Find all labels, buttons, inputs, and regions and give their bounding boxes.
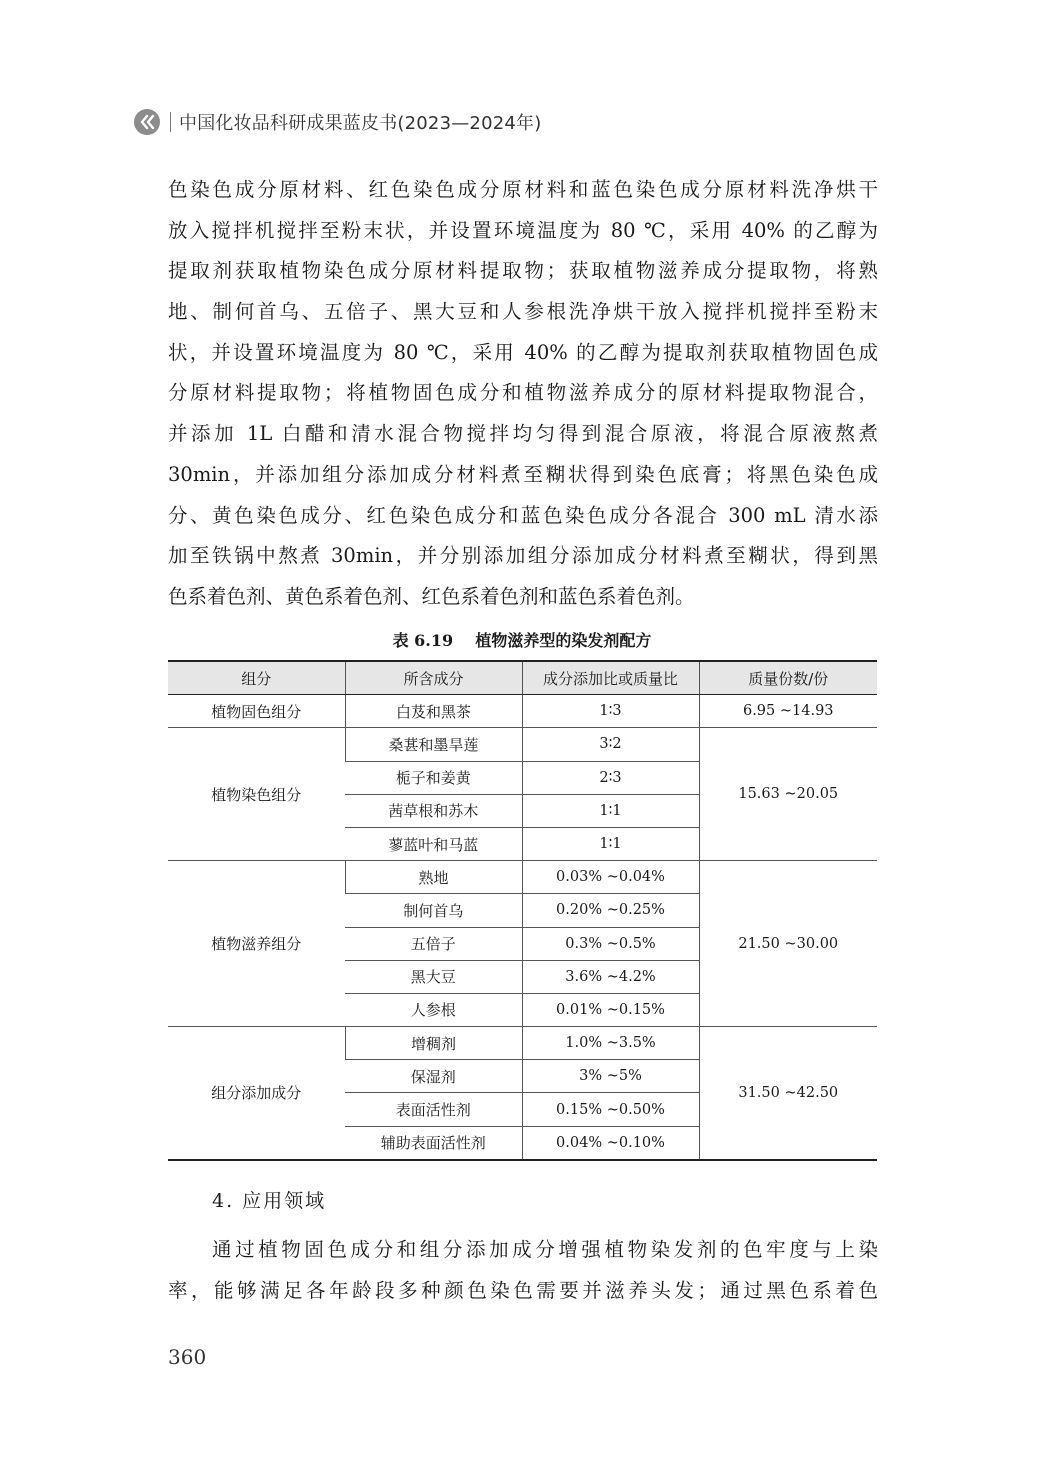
ingredient-cell: 增稠剂 [345, 1027, 522, 1060]
table-caption [168, 628, 876, 651]
text-line: 色染色成分原材料、红色染色成分原材料和蓝色染色成分原材料洗净烘干 [168, 178, 878, 201]
header-divider [170, 112, 171, 132]
text-line: 分原材料提取物；将植物固色成分和植物滋养成分的原材料提取物混合， [168, 381, 878, 405]
parts-cell: 15.63 ~20.05 [699, 728, 877, 861]
ingredient-cell: 黑大豆 [345, 960, 522, 993]
text-line: 率，能够满足各年龄段多种颜色染色需要并滋养头发；通过黑色系着色 [168, 1278, 878, 1302]
ingredient-cell: 制何首乌 [345, 894, 522, 927]
text-line: 地、制何首乌、五倍子、黑大豆和人参根洗净烘干放入搅拌机搅拌至粉末 [168, 300, 878, 324]
body-paragraph-1 [168, 170, 878, 618]
group-name-cell: 组分添加成分 [168, 1027, 345, 1160]
text-line: 放入搅拌机搅拌至粉末状，并设置环境温度为 80 ℃，采用 40% 的乙醇为 [168, 218, 878, 242]
body-paragraph-2 [168, 1230, 878, 1311]
ratio-cell: 3∶2 [522, 728, 699, 761]
text-line: 通过植物固色成分和组分添加成分增强植物染发剂的色牢度与上染 [212, 1238, 878, 1261]
ingredient-cell: 五倍子 [345, 927, 522, 960]
table-number: 表 6.19 [392, 631, 454, 650]
ingredient-cell: 蓼蓝叶和马蓝 [345, 827, 522, 860]
parts-cell: 31.50 ~42.50 [699, 1027, 877, 1160]
ratio-cell: 1∶3 [522, 695, 699, 728]
ratio-cell: 0.03% ~0.04% [522, 861, 699, 894]
running-header [134, 108, 541, 136]
ingredient-cell: 栀子和姜黄 [345, 761, 522, 794]
ratio-cell: 1∶1 [522, 827, 699, 860]
page-number: 360 [168, 1345, 207, 1369]
column-header: 成分添加比或质量比 [522, 661, 699, 695]
ratio-cell: 0.20% ~0.25% [522, 894, 699, 927]
ingredient-cell: 表面活性剂 [345, 1093, 522, 1126]
table-row [168, 1027, 877, 1060]
ratio-cell: 0.01% ~0.15% [522, 993, 699, 1026]
column-header: 所含成分 [345, 661, 522, 695]
book-title: 中国化妆品科研成果蓝皮书(2023—2024年) [179, 113, 542, 134]
text-line: 提取剂获取植物染色成分原材料提取物；获取植物滋养成分提取物，将熟 [168, 259, 878, 283]
text-line: 色系着色剂、黄色系着色剂、红色系着色剂和蓝色系着色剂。 [168, 584, 695, 608]
double-chevron-left-icon[interactable] [134, 109, 160, 135]
section-heading: 4. 应用领域 [212, 1190, 327, 1212]
ratio-cell: 2∶3 [522, 761, 699, 794]
ratio-cell: 0.3% ~0.5% [522, 927, 699, 960]
ratio-cell: 0.04% ~0.10% [522, 1126, 699, 1160]
parts-cell: 6.95 ~14.93 [699, 695, 877, 728]
formula-table [168, 660, 877, 1161]
ingredient-cell: 辅助表面活性剂 [345, 1126, 522, 1160]
ingredient-cell: 人参根 [345, 993, 522, 1026]
table-title: 植物滋养型的染发剂配方 [475, 631, 652, 650]
ratio-cell: 0.15% ~0.50% [522, 1093, 699, 1126]
group-name-cell: 植物固色组分 [168, 695, 345, 728]
ratio-cell: 1.0% ~3.5% [522, 1027, 699, 1060]
text-line: 30min，并添加组分添加成分材料煮至糊状得到染色底膏；将黑色染色成 [168, 462, 878, 486]
ingredient-cell: 茜草根和苏木 [345, 794, 522, 827]
column-header: 组分 [168, 661, 345, 695]
text-line: 并添加 1L 白醋和清水混合物搅拌均匀得到混合原液，将混合原液熬煮 [168, 422, 878, 446]
table-row [168, 695, 877, 728]
text-line: 加至铁锅中熬煮 30min，并分别添加组分添加成分材料煮至糊状，得到黑 [168, 544, 878, 568]
parts-cell: 21.50 ~30.00 [699, 861, 877, 1027]
ingredient-cell: 熟地 [345, 861, 522, 894]
ratio-cell: 1∶1 [522, 794, 699, 827]
text-line: 分、黄色染色成分、红色染色成分和蓝色染色成分各混合 300 mL 清水添 [168, 503, 878, 527]
group-name-cell: 植物滋养组分 [168, 861, 345, 1027]
group-name-cell: 植物染色组分 [168, 728, 345, 861]
ratio-cell: 3.6% ~4.2% [522, 960, 699, 993]
ingredient-cell: 桑葚和墨旱莲 [345, 728, 522, 761]
table-row [168, 728, 877, 761]
ingredient-cell: 保湿剂 [345, 1060, 522, 1093]
table-row [168, 861, 877, 894]
ratio-cell: 3% ~5% [522, 1060, 699, 1093]
column-header: 质量份数/份 [699, 661, 877, 695]
table-header-row [168, 661, 877, 695]
ingredient-cell: 白芨和黑茶 [345, 695, 522, 728]
text-line: 状，并设置环境温度为 80 ℃，采用 40% 的乙醇为提取剂获取植物固色成 [168, 340, 878, 364]
